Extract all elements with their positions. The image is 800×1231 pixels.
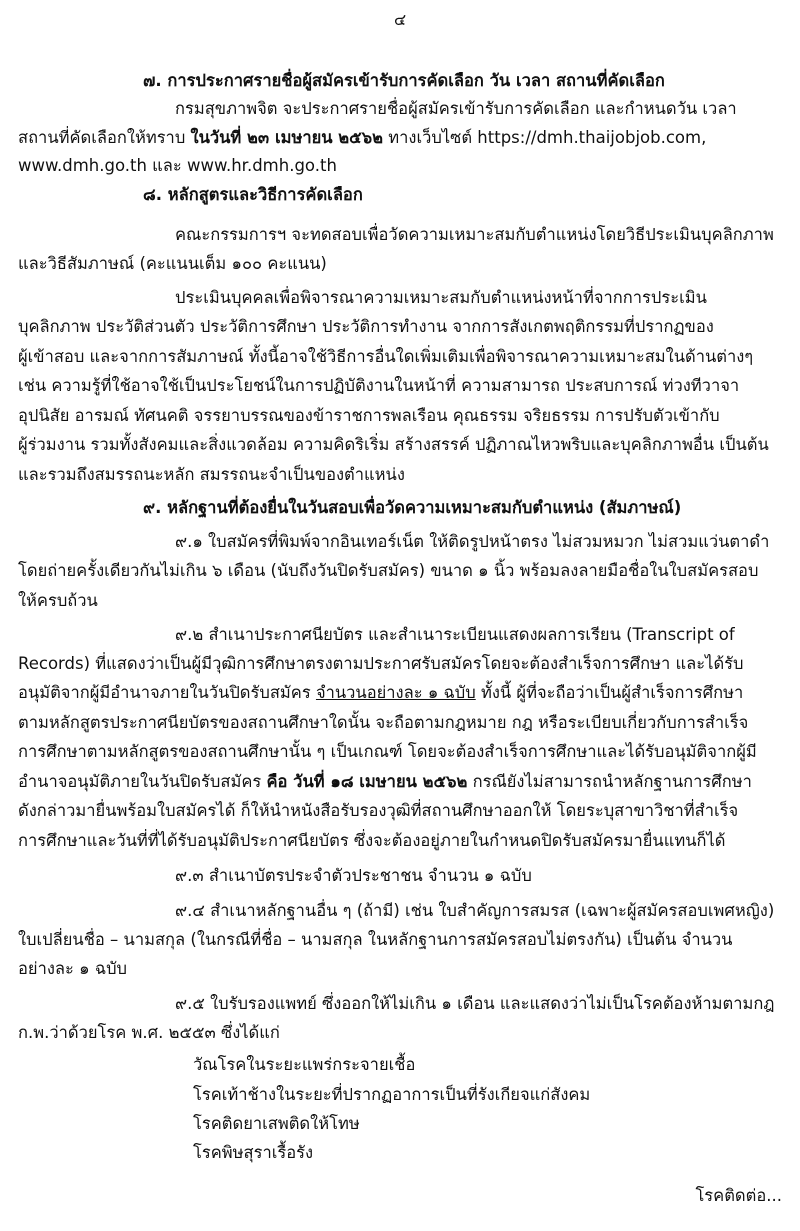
section-7-line-3: www.dmh.go.th และ www.hr.dmh.go.th (18, 156, 337, 175)
item-9-1-line-1: ๙.๑ ใบสมัครที่พิมพ์จากอินเทอร์เน็ต ให้ติดรูปหน้าตรง ไม่สวมหมวก ไม่สวมแว่นตาดำ (175, 532, 770, 551)
section-8-line-8: ผู้ร่วมงาน รวมทั้งสังคมและสิ่งแวดล้อม ความคิดริเริ่ม สร้างสรรค์ ปฏิภาณไหวพริบและบุคลิกภาพอื่น เป็นต้น (18, 435, 769, 454)
section-8-line-9: และรวมถึงสมรรถนะหลัก สมรรถนะจำเป็นของตำแหน่ง (18, 465, 405, 484)
item-9-4-line-2: ใบเปลี่ยนชื่อ – นามสกุล (ในกรณีที่ชื่อ – นามสกุล ในหลักฐานการสมัครสอบไม่ตรงกัน) เป็นต้น จำนวน (18, 930, 733, 949)
announcement-date: ในวันที่ ๒๓ เมษายน ๒๕๖๒ (190, 128, 384, 147)
item-9-2-line-5: การศึกษาตามหลักสูตรของสถานศึกษานั้น ๆ เป็นเกณฑ์ โดยจะต้องสำเร็จการศึกษาและได้รับอนุมัติจากผู้มี (18, 742, 757, 761)
page-number: ๔ (393, 10, 407, 29)
item-9-3-line-1: ๙.๓ สำเนาบัตรประจำตัวประชาชน จำนวน ๑ ฉบับ (175, 866, 532, 885)
item-9-5-line-1: ๙.๕ ใบรับรองแพทย์ ซึ่งออกให้ไม่เกิน ๑ เดือน และแสดงว่าไม่เป็นโรคต้องห้ามตามกฎ (175, 994, 775, 1013)
item-9-2-line-7: ดังกล่าวมายื่นพร้อมใบสมัครได้ ก็ให้นำหนังสือรับรองวุฒิที่สถานศึกษาออกให้ โดยระบุสาขาวิชาที่สำเร็จ (18, 801, 739, 820)
item-9-5-line-2: ก.พ.ว่าด้วยโรค พ.ศ. ๒๕๕๓ ซึ่งได้แก่ (18, 1023, 280, 1042)
item-9-2-line-2: Records) ที่แสดงว่าเป็นผู้มีวุฒิการศึกษาตรงตามประกาศรับสมัครโดยจะต้องสำเร็จการศึกษา และได้รับ (18, 654, 744, 673)
item-9-4-line-3: อย่างละ ๑ ฉบับ (18, 959, 128, 978)
section-8-line-2: และวิธีสัมภาษณ์ (คะแนนเต็ม ๑๐๐ คะแนน) (18, 254, 327, 273)
disease-item: วัณโรคในระยะแพร่กระจายเชื้อ (193, 1055, 416, 1074)
section-8-line-5: ผู้เข้าสอบ และจากการสัมภาษณ์ ทั้งนี้อาจใช้วิธีการอื่นใดเพิ่มเติมเพื่อพิจารณาความเหมาะสมในด้านต่างๆ (18, 347, 754, 366)
section-8-heading: ๘. หลักสูตรและวิธีการคัดเลือก (143, 185, 363, 204)
item-9-4-line-1: ๙.๔ สำเนาหลักฐานอื่น ๆ (ถ้ามี) เช่น ใบสำคัญการสมรส (เฉพาะผู้สมัครสอบเพศหญิง) (175, 901, 775, 920)
copies-underlined: จำนวนอย่างละ ๑ ฉบับ (315, 683, 476, 702)
disease-item: โรคพิษสุราเรื้อรัง (193, 1143, 314, 1162)
disease-item: โรคติดยาเสพติดให้โทษ (193, 1114, 360, 1133)
item-9-1-line-3: ให้ครบถ้วน (18, 591, 98, 610)
section-7-line-1: กรมสุขภาพจิต จะประกาศรายชื่อผู้สมัครเข้ารับการคัดเลือก และกำหนดวัน เวลา (175, 99, 737, 118)
item-9-2-line-8: การศึกษาและวันที่ที่ได้รับอนุมัติประกาศนียบัตร ซึ่งจะต้องอยู่ภายในกำหนดปิดรับสมัครมายื่นแทนก็ได้ (18, 831, 726, 850)
section-8-line-3: ประเมินบุคคลเพื่อพิจารณาความเหมาะสมกับตำแหน่งหน้าที่จากการประเมิน (175, 288, 707, 307)
item-9-2-line-6: อำนาจอนุมัติภายในวันปิดรับสมัคร คือ วันที่ ๑๘ เมษายน ๒๕๖๒ กรณียังไม่สามารถนำหลักฐานการศึกษา (18, 772, 752, 791)
continuation-note: โรคติดต่อ... (695, 1186, 782, 1205)
section-7-heading: ๗. การประกาศรายชื่อผู้สมัครเข้ารับการคัดเลือก วัน เวลา สถานที่คัดเลือก (143, 71, 665, 90)
closing-date: คือ วันที่ ๑๘ เมษายน ๒๕๖๒ (266, 772, 468, 791)
disease-item: โรคเท้าช้างในระยะที่ปรากฏอาการเป็นที่รังเกียจแก่สังคม (193, 1085, 591, 1104)
item-9-1-line-2: โดยถ่ายครั้งเดียวกันไม่เกิน ๖ เดือน (นับถึงวันปิดรับสมัคร) ขนาด ๑ นิ้ว พร้อมลงลายมือชื่อในใบสมัครสอบ (18, 561, 759, 580)
section-8-line-6: เช่น ความรู้ที่ใช้อาจใช้เป็นประโยชน์ในการปฏิบัติงานในหน้าที่ ความสามารถ ประสบการณ์ ท่วงทีวาจา (18, 376, 740, 395)
item-9-2-line-3: อนุมัติจากผู้มีอำนาจภายในวันปิดรับสมัคร จำนวนอย่างละ ๑ ฉบับ ทั้งนี้ ผู้ที่จะถือว่าเป็นผู้สำเร็จการศึกษา (18, 683, 744, 702)
item-9-2-line-4: ตามหลักสูตรประกาศนียบัตรของสถานศึกษาใดนั้น จะถือตามกฎหมาย กฎ หรือระเบียบเกี่ยวกับการสำเร็จ (18, 713, 749, 732)
section-9-heading: ๙. หลักฐานที่ต้องยื่นในวันสอบเพื่อวัดความเหมาะสมกับตำแหน่ง (สัมภาษณ์) (143, 498, 682, 517)
section-7-line-2: สถานที่คัดเลือกให้ทราบ ในวันที่ ๒๓ เมษายน ๒๕๖๒ ทางเว็บไซต์ https://dmh.thaijobjob.com, (18, 128, 707, 147)
section-8-line-7: อุปนิสัย อารมณ์ ทัศนคติ จรรยาบรรณของข้าราชการพลเรือน คุณธรรม จริยธรรม การปรับตัวเข้ากับ (18, 406, 720, 425)
section-8-line-4: บุคลิกภาพ ประวัติส่วนตัว ประวัติการศึกษา ประวัติการทำงาน จากการสังเกตพฤติกรรมที่ปรากฏของ (18, 317, 714, 336)
section-8-line-1: คณะกรรมการฯ จะทดสอบเพื่อวัดความเหมาะสมกับตำแหน่งโดยวิธีประเมินบุคลิกภาพ (175, 225, 774, 244)
item-9-2-line-1: ๙.๒ สำเนาประกาศนียบัตร และสำเนาระเบียนแสดงผลการเรียน (Transcript of (175, 625, 735, 644)
